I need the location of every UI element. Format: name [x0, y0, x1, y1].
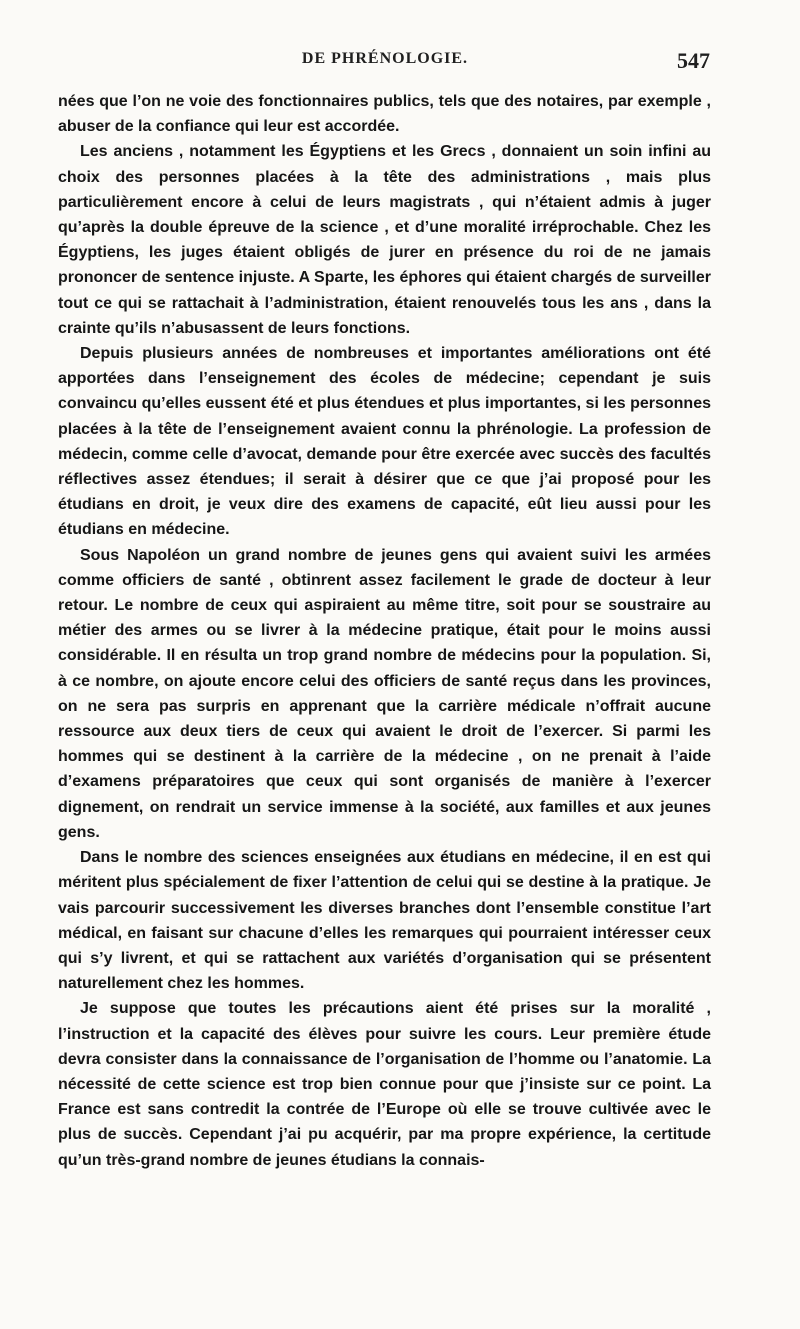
paragraph: Les anciens , notamment les Égyptiens et les Grecs , donnaient un soin infini au choix des personnes placées à la tête des administrations , mais plus particulièrement encore à celui de leurs magistrats , qui n’étaient admis à juger qu’après la double épreuve de la science , et d’une moralité irréprochable. Chez les Égyptiens, les juges étaient obligés de jurer en présence du roi de ne jamais prononcer de sentence injuste. A Sparte, les éphores qui étaient chargés de surveiller tout ce qui se rattachait à l’administration, étaient renouvelés tous les ans , dans la crainte qu’ils n’abusassent de leurs fonctions. — [58, 143, 711, 337]
paragraph: Sous Napoléon un grand nombre de jeunes gens qui avaient suivi les armées comme officiers de santé , obtinrent assez facilement le grade de docteur à leur retour. Le nombre de ceux qui aspiraient au même titre, soit pour se soustraire au métier des armes ou se livrer à la médecine pratique, était pour le moins aussi considérable. Il en résulta un trop grand nombre de médecins pour la population. Si, à ce nombre, on ajoute encore celui des officiers de santé reçus dans les provinces, on ne sera pas surpris en apprenant que la carrière médicale n’offrait aucune ressource aux deux tiers de ceux qui avaient le droit de l’exercer. Si parmi les hommes qui se destinent à la carrière de la médecine , on ne prenait à l’aide d’examens préparatoires que ceux qui sont organisés de manière à l’exercer dignement, on rendrait un service immense à la société, aux familles et aux jeunes gens. — [58, 546, 711, 841]
paragraph: Dans le nombre des sciences enseignées aux étudians en médecine, il en est qui méritent plus spécialement de fixer l’attention de celui qui se destine à la pratique. Je vais parcourir successivement les diverses branches dont l’ensemble constitue l’art médical, en faisant sur chacune d’elles les remarques qui pourraient intéresser ceux qui s’y livrent, et qui se rattachent aux variétés d’organisation qui se présentent naturellement chez les hommes. — [58, 849, 711, 993]
body-text — [58, 89, 711, 1173]
page-number: 547 — [677, 48, 710, 73]
paragraph: Depuis plusieurs années de nombreuses et importantes améliorations ont été apportées dans l’enseignement des écoles de médecine; cependant je suis convaincu qu’elles eussent été et plus étendues et plus importantes, si les personnes placées à la tête de l’enseignement avaient connu la phrénologie. La profession de médecin, comme celle d’avocat, demande pour être exercée avec succès des facultés réflectives assez étendues; il serait à désirer que ce que j’ai proposé pour les étudians en droit, je veux dire des examens de capacité, eût lieu aussi pour les étudians en médecine. — [58, 345, 711, 539]
paragraph: nées que l’on ne voie des fonctionnaires publics, tels que des notaires, par exemple , abuser de la confiance qui leur est accordée. — [58, 93, 711, 136]
paragraph: Je suppose que toutes les précautions aient été prises sur la moralité , l’instruction et la capacité des élèves pour suivre les cours. Leur première étude devra consister dans la connaissance de l’organisation de l’homme ou l’anatomie. La nécessité de cette science est trop bien connue pour que j’insiste sur ce point. La France est sans contredit la contrée de l’Europe où elle se trouve cultivée avec le plus de succès. Cependant j’ai pu acquérir, par ma propre expérience, la certitude qu’un très-grand nombre de jeunes étudians la connais- — [58, 1000, 711, 1169]
running-title: DE PHRÉNOLOGIE. — [301, 50, 469, 67]
running-head — [60, 50, 710, 74]
